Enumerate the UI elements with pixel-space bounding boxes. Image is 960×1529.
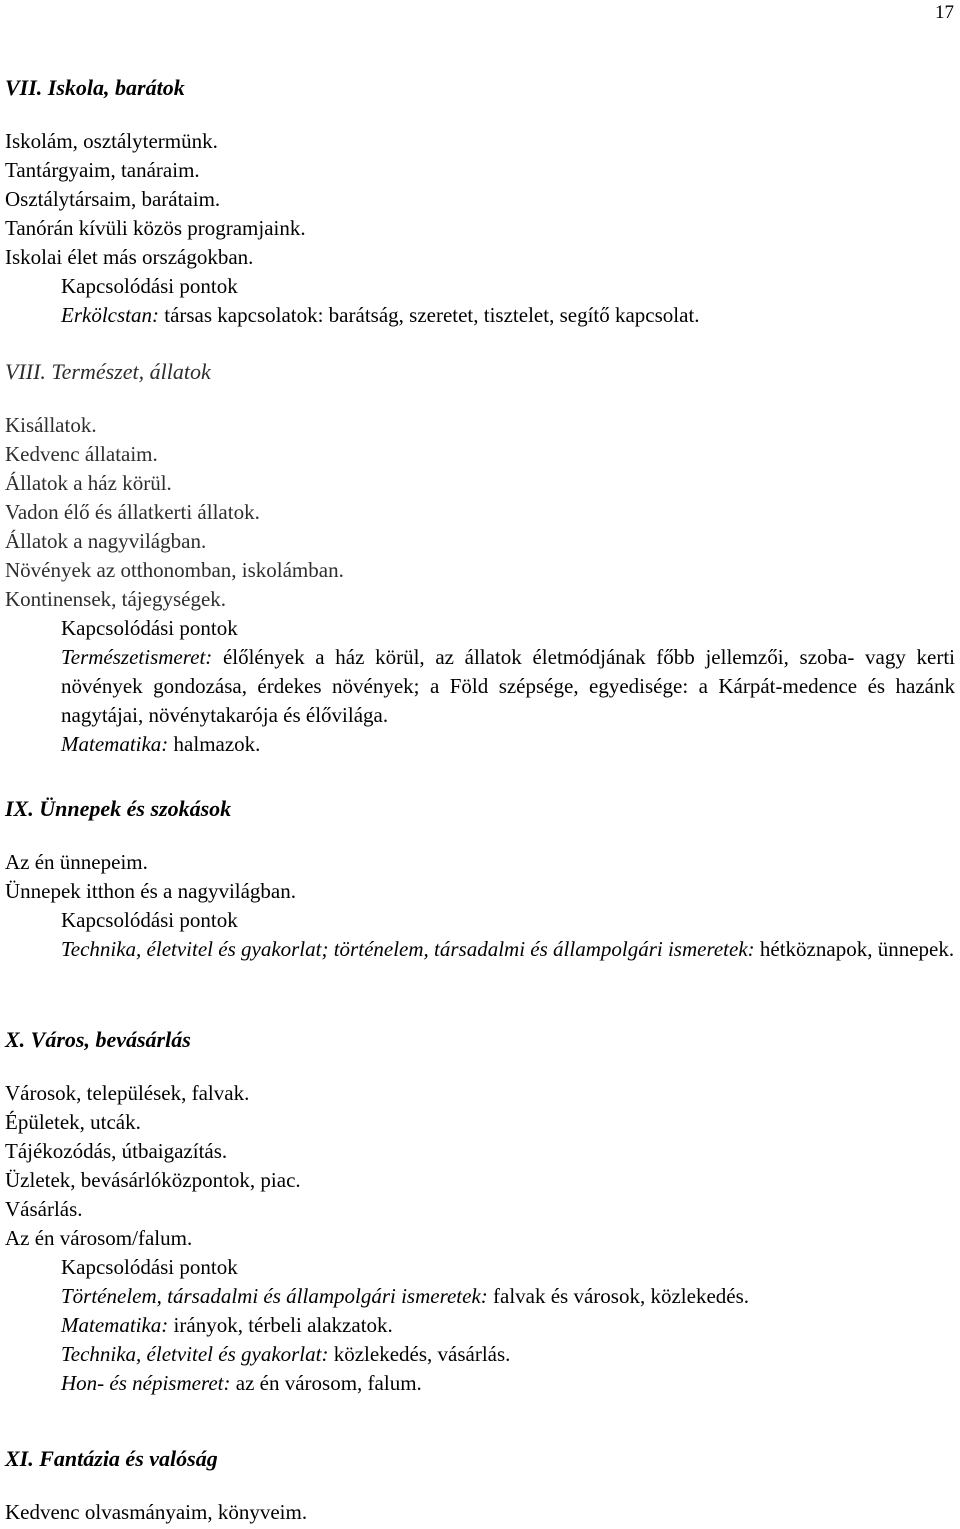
list-item: Vadon élő és állatkerti állatok.: [5, 500, 260, 524]
connection-text: az én városom, falum.: [230, 1371, 422, 1395]
connections-label: Kapcsolódási pontok: [61, 1255, 238, 1279]
section-title: X. Város, bevásárlás: [5, 1027, 191, 1052]
connection-line: [61, 1311, 955, 1340]
connection-text: falvak és városok, közlekedés.: [487, 1284, 750, 1308]
connection-subject: Matematika:: [61, 1313, 169, 1337]
list-item: Iskolám, osztálytermünk.: [5, 129, 218, 153]
connection-subject: Erkölcstan:: [61, 303, 159, 327]
connection-text: hétköznapok, ünnepek.: [754, 937, 955, 961]
connections-label: Kapcsolódási pontok: [61, 274, 238, 298]
page-number: 17: [935, 2, 954, 23]
connection-line: [61, 301, 955, 330]
connection-line: [61, 1369, 955, 1398]
list-item: Állatok a ház körül.: [5, 471, 172, 495]
connection-subject: Technika, életvitel és gyakorlat:: [61, 1342, 329, 1366]
list-item: Növények az otthonomban, iskolámban.: [5, 558, 344, 582]
connections-label: Kapcsolódási pontok: [61, 616, 238, 640]
list-item: Osztálytársaim, barátaim.: [5, 187, 221, 211]
list-item: Üzletek, bevásárlóközpontok, piac.: [5, 1168, 301, 1192]
list-item: Kedvenc olvasmányaim, könyveim.: [5, 1500, 308, 1524]
connection-line: [61, 643, 955, 730]
connection-line: [61, 1282, 955, 1311]
section-xi: [5, 1444, 955, 1527]
list-item: Ünnepek itthon és a nagyvilágban.: [5, 879, 297, 903]
connection-text: halmazok.: [168, 732, 261, 756]
connection-subject: Technika, életvitel és gyakorlat; történelem, társadalmi és állampolgári ismeretek:: [61, 937, 755, 961]
connection-line: [61, 935, 955, 964]
section-title: XI. Fantázia és valóság: [5, 1446, 218, 1471]
list-item: Tájékozódás, útbaigazítás.: [5, 1139, 228, 1163]
list-item: Az én ünnepeim.: [5, 850, 148, 874]
section-title: IX. Ünnepek és szokások: [5, 796, 232, 821]
connection-text: közlekedés, vásárlás.: [328, 1342, 511, 1366]
connection-line: [61, 1340, 955, 1369]
connection-subject: Történelem, társadalmi és állampolgári ismeretek:: [61, 1284, 488, 1308]
connection-subject: Hon- és népismeret:: [61, 1371, 231, 1395]
list-item: Vásárlás.: [5, 1197, 83, 1221]
connection-subject: Természetismeret:: [61, 645, 213, 669]
section-vii: [5, 73, 955, 330]
section-title: VII. Iskola, barátok: [5, 75, 185, 100]
connection-line: [61, 730, 955, 759]
list-item: Tantárgyaim, tanáraim.: [5, 158, 200, 182]
list-item: Épületek, utcák.: [5, 1110, 141, 1134]
list-item: Kedvenc állataim.: [5, 442, 158, 466]
list-item: Állatok a nagyvilágban.: [5, 529, 207, 553]
section-title: VIII. Természet, állatok: [5, 359, 211, 384]
list-item: Kisállatok.: [5, 413, 97, 437]
connection-text: irányok, térbeli alakzatok.: [168, 1313, 393, 1337]
section-x: [5, 1025, 955, 1398]
list-item: Kontinensek, tájegységek.: [5, 587, 227, 611]
section-ix: [5, 794, 955, 964]
connection-text: társas kapcsolatok: barátság, szeretet, tisztelet, segítő kapcsolat.: [158, 303, 700, 327]
connection-subject: Matematika:: [61, 732, 169, 756]
section-viii: [5, 357, 955, 759]
connections-label: Kapcsolódási pontok: [61, 908, 238, 932]
list-item: Az én városom/falum.: [5, 1226, 193, 1250]
list-item: Iskolai élet más országokban.: [5, 245, 254, 269]
list-item: Tanórán kívüli közös programjaink.: [5, 216, 306, 240]
list-item: Városok, települések, falvak.: [5, 1081, 250, 1105]
connection-text: élőlények a ház körül, az állatok életmódjának főbb jellemzői, szoba- vagy kerti növények gondozása, érdekes növények; a Föld szépsége, egyedisége: a Kárpát-medence és hazánk nagytájai, növénytakarója és élővilága.: [61, 645, 955, 727]
